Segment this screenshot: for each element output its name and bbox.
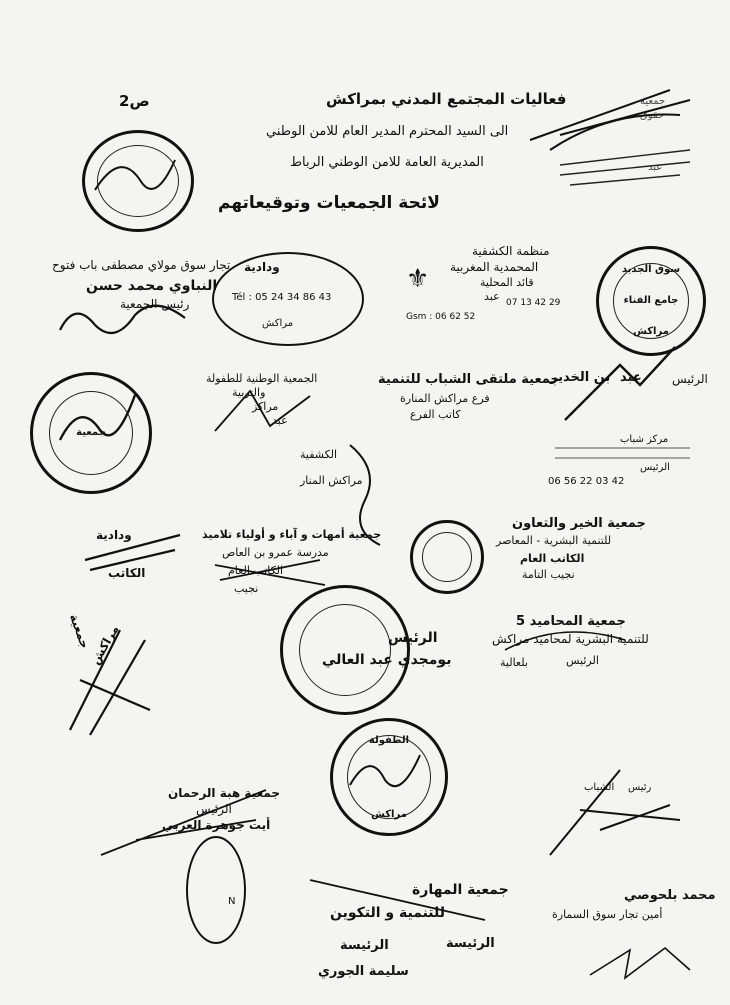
souk-stamp-line-1: سوق الجديد bbox=[621, 263, 681, 275]
rotated-association-line-2: مراكش bbox=[88, 622, 122, 667]
mahara-line-1: جمعية المهارة bbox=[412, 882, 509, 898]
scouts-phone: 07 13 42 29 bbox=[506, 298, 561, 308]
parents-line-1: جمعية أمهات و آباء و أولياء تلاميذ bbox=[202, 528, 382, 541]
khair-line-1: جمعية الخير والتعاون bbox=[512, 516, 646, 531]
rotated-association-line-1: جمعية bbox=[66, 612, 93, 651]
signature-scribble bbox=[305, 875, 495, 925]
khadir-title: الرئيس bbox=[672, 372, 708, 386]
parents-line-3: الكاتب العام bbox=[228, 564, 284, 577]
youth-forum-line-1: جمعية ملتقى الشباب للتنمية bbox=[378, 372, 560, 387]
mahara-line-5: سليمة الجوري bbox=[318, 964, 409, 979]
signature-scribble bbox=[96, 780, 276, 860]
signature-scribble bbox=[210, 386, 320, 436]
vertical-stamp-letter: N bbox=[228, 896, 236, 907]
signature-scribble bbox=[60, 620, 160, 740]
signature-scribble bbox=[585, 940, 695, 985]
khadir-line-2: عبد bbox=[620, 370, 642, 385]
youth-forum-line-3: كاتب الفرع bbox=[410, 408, 461, 421]
widadiya-left-line-2: الكاتب bbox=[108, 566, 146, 580]
childhood-line-1: الجمعية الوطنية للطفولة bbox=[206, 372, 318, 385]
scouts-line-4: عبد bbox=[484, 290, 500, 303]
khair-line-4: نجيب التامة bbox=[522, 568, 575, 581]
signature-scribble bbox=[50, 390, 140, 450]
parents-line-2: مدرسة عمرو بن العاص bbox=[222, 546, 329, 559]
khair-round-stamp bbox=[410, 520, 484, 594]
chabab-line-2: الشباب bbox=[584, 782, 615, 793]
scouts-line-1: منظمة الكشفية bbox=[472, 244, 550, 258]
childhood-line-3: مراكز bbox=[252, 400, 279, 413]
signature-scribble bbox=[80, 520, 190, 580]
hibat-line-2: الرئيس bbox=[196, 802, 232, 816]
mhamid-line-2: للتنمية البشرية لمحاميد مراكش bbox=[492, 632, 649, 646]
childhood-line-2: والتربية bbox=[232, 386, 266, 399]
scouts-line-3: قائد المحلية bbox=[480, 276, 534, 289]
top-right-line-3: عبد bbox=[648, 162, 663, 173]
mhamid-line-4: بلعالية bbox=[500, 656, 528, 669]
signature-scribble bbox=[55, 290, 195, 345]
centre-stamp-line-2: مراكش bbox=[371, 809, 407, 821]
merchants-line-1: تجار سوق مولاي مصطفى باب فتوح bbox=[52, 258, 231, 272]
boumejdi-name: بومجدي عبد العالي bbox=[322, 652, 452, 668]
childhood-line-4: عبد bbox=[272, 414, 288, 427]
scouts-menara-line-1: الكشفية bbox=[300, 448, 338, 461]
widadiya-phone: Tél : 05 24 34 86 43 bbox=[232, 292, 332, 303]
mhamid-line-3: الرئيس bbox=[566, 654, 599, 667]
widadiya-left-line-1: ودادية bbox=[96, 528, 132, 542]
youth-center-phone: 06 56 22 03 42 bbox=[548, 476, 625, 487]
scouts-menara-line-2: مراكش المنار bbox=[300, 474, 363, 487]
signature-scribble bbox=[540, 760, 690, 860]
youth-forum-line-2: فرع مراكش المنارة bbox=[400, 392, 490, 405]
souk-stamp-line-2: جامع الفناء bbox=[623, 295, 679, 306]
belhousni-title: أمين تجار سوق السمارة bbox=[552, 908, 663, 921]
hibat-line-1: جمعية هبة الرحمان bbox=[168, 786, 281, 800]
centre-stamp-line-1: الطفولة bbox=[368, 735, 410, 747]
list-title: لائحة الجمعيات وتوقيعاتهم bbox=[218, 193, 440, 213]
souk-stamp-line-3: مراكش bbox=[633, 326, 669, 338]
merchants-line-2: النباوي محمد حسن bbox=[86, 278, 218, 294]
mahara-line-2: للتنمية و التكوين bbox=[330, 905, 445, 921]
youth-center-line-2: الرئيس bbox=[640, 462, 670, 473]
signature-scribble bbox=[210, 545, 330, 595]
khair-line-2: للتنمية البشرية - المعاصر bbox=[496, 534, 612, 547]
top-right-line-1: جمعية bbox=[640, 96, 666, 107]
chabab-line-1: رئيس bbox=[628, 782, 652, 793]
souk-round-stamp bbox=[596, 246, 706, 356]
scouts-gsm: Gsm : 06 62 52 bbox=[406, 312, 476, 322]
signature-scribble bbox=[560, 345, 680, 425]
boumejdi-round-stamp bbox=[280, 585, 410, 715]
signature-scribble bbox=[500, 620, 630, 660]
mahara-line-3: الرئيسة bbox=[446, 936, 495, 951]
widadiya-line-1: ودادية bbox=[244, 260, 280, 274]
top-right-line-2: حقوق bbox=[640, 110, 665, 121]
signature-scribble bbox=[520, 80, 700, 190]
scouts-line-2: المحمدية المغربية bbox=[450, 260, 539, 274]
merchants-line-3: رئيس الجمعية bbox=[120, 297, 190, 311]
directorate-line: المديرية العامة للامن الوطني الرباط bbox=[290, 155, 484, 170]
signature-scribble bbox=[90, 150, 180, 210]
widadiya-line-3: مراكش bbox=[262, 318, 294, 329]
belhousni-name: محمد بلحوصي bbox=[624, 888, 716, 903]
khair-line-3: الكاتب العام bbox=[520, 552, 585, 565]
boumejdi-title: الرئيس bbox=[388, 630, 438, 646]
fleur-de-lis-icon: ⚜ bbox=[406, 264, 430, 294]
left-stamp-label: جمعية bbox=[76, 427, 106, 438]
youth-center-line-1: مركز شباب bbox=[620, 434, 669, 445]
khadir-line-3: بن الخدير bbox=[550, 370, 611, 385]
mahara-line-4: الرئيسة bbox=[340, 938, 389, 953]
addressee-line: الى السيد المحترم المدير العام للامن الوطني bbox=[266, 124, 509, 139]
mhamid-line-1: جمعية المحاميد 5 bbox=[516, 614, 626, 629]
page-number: ص2 bbox=[119, 92, 150, 110]
signature-scribble bbox=[345, 745, 425, 805]
hibat-line-3: أيت جوهرة العربي bbox=[162, 818, 271, 832]
parents-line-4: نجيب bbox=[234, 582, 259, 595]
document-heading: فعاليات المجتمع المدني بمراكش bbox=[326, 90, 567, 108]
vertical-oval-stamp bbox=[186, 836, 246, 944]
signature-scribble bbox=[550, 440, 700, 470]
